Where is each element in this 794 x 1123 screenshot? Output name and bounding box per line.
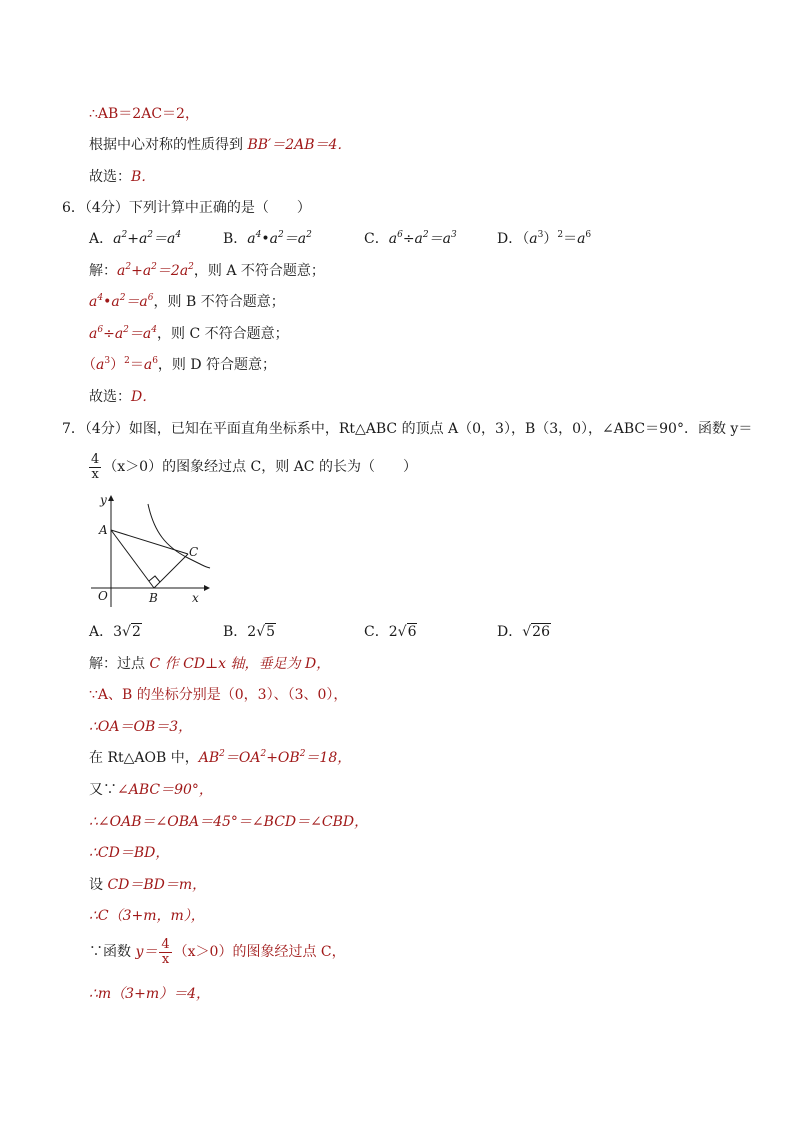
q6-solution-4-tail: ，则 D 符合题意； <box>157 357 277 373</box>
q7-solution-2: ∵A、B 的坐标分别是（0，3）、（3、0）， <box>89 687 348 703</box>
q6-solution-2-tail: ，则 B 不符合题意； <box>153 294 285 310</box>
q7-option-b: B．2√5 <box>223 624 276 640</box>
prev-line-2 <box>89 135 351 155</box>
label-o: O <box>98 589 108 603</box>
q6-solution-4: $(a^3)^2=a^6$，则 D 符合题意； <box>82 356 277 373</box>
q7-solution-8 <box>89 875 206 895</box>
q7-option-a-coef: 3 <box>113 624 123 640</box>
q6-solution-label: 解： <box>89 263 117 279</box>
q6-solution-3-tail: ，则 C 不符合题意； <box>157 326 289 342</box>
label-y: y <box>100 493 107 507</box>
q6-option-b <box>223 229 312 249</box>
q6-solution-1-tail: ，则 A 不符合题意； <box>193 263 325 279</box>
q7-solution-7: ∴CD＝BD， <box>89 845 170 861</box>
q7-solution-5-label: 又∵ <box>89 782 117 798</box>
q6-solution-2: $a^4•a^2=a^6$，则 B 不符合题意； <box>89 293 285 310</box>
q7-option-c: C．2√6 <box>364 624 417 640</box>
q7-solution-11: ∴m（3+m）＝4， <box>89 986 211 1002</box>
q6-option-b-formula: $a^4•a^2=a^2$ <box>247 230 312 247</box>
side-ac <box>111 530 188 554</box>
prev-line-2-formula: BB′＝2AB＝4． <box>247 137 352 153</box>
q6-option-a <box>89 229 181 249</box>
q7-solution-9: ∴C（3+m，m）， <box>89 908 205 924</box>
q6-solution-1: 解：$a^2+a^2=2a^2$，则 A 不符合题意； <box>89 262 325 279</box>
prev-line-1: ∴AB＝2AC＝2， <box>89 106 199 122</box>
q7-stem-2-text: （x＞0）的图象经过点 C，则 AC 的长为（ ） <box>103 459 417 475</box>
prev-answer-label: 故选： <box>89 169 131 185</box>
q7-solution-fraction-num: 4 <box>161 936 170 952</box>
q6-stem: 6．（4分）下列计算中正确的是（ ） <box>62 200 311 216</box>
q7-solution-4-label: 在 Rt△AOB 中， <box>89 750 199 766</box>
right-angle-mark <box>149 576 160 582</box>
q7-option-c-label: C． <box>364 624 389 640</box>
y-axis-arrow <box>108 495 114 501</box>
q7-option-b-coef: 2 <box>247 624 257 640</box>
prev-answer-value: B． <box>131 169 156 185</box>
q7-stem-fraction <box>89 453 101 482</box>
q7-solution-10-label: ∵函数 <box>89 944 136 960</box>
x-axis-arrow <box>204 585 210 591</box>
q7-solution-1-text: C 作 CD⊥x 轴，垂足为 D， <box>149 656 331 672</box>
q7-solution-fraction-den: x <box>161 951 170 967</box>
q7-solution-10-text: （x＞0）的图象经过点 C， <box>173 944 346 960</box>
label-b: B <box>149 591 158 605</box>
q7-option-d-label: D． <box>497 624 523 640</box>
label-c: C <box>189 545 199 559</box>
q6-option-d-formula: $(a^3)^2=a^6$ <box>522 230 592 247</box>
q7-option-d: D．√26 <box>497 624 550 640</box>
side-bc <box>154 554 188 588</box>
q6-option-c-formula: $a^6\div a^2=a^3$ <box>388 230 457 247</box>
q7-solution-4-formula: $AB^2=OA^2+OB^2=18$， <box>198 749 352 766</box>
q6-option-a-formula: $a^2+a^2=a^4$ <box>113 230 182 247</box>
q7-fraction-denominator: x <box>91 466 99 482</box>
prev-answer <box>89 167 155 187</box>
q6-option-c-label: C． <box>364 231 389 247</box>
q7-solution-8-label: 设 <box>89 877 108 893</box>
label-x: x <box>192 591 199 605</box>
q7-solution-10 <box>89 936 346 968</box>
q7-solution-1 <box>89 654 330 674</box>
triangle-abc <box>111 530 188 588</box>
q7-option-a: A．3√2 <box>89 624 141 640</box>
q7-option-c-coef: 2 <box>388 624 398 640</box>
q7-option-c-radicand: 6 <box>407 624 417 640</box>
q6-option-d-label: D． <box>497 231 523 247</box>
q7-solution-10-y: y＝ <box>135 944 158 960</box>
q7-solution-6: ∴∠OAB＝∠OBA＝45°＝∠BCD＝∠CBD， <box>89 814 369 830</box>
q7-option-d-radicand: 26 <box>532 624 550 640</box>
q7-option-b-label: B． <box>223 624 248 640</box>
q7-solution-1-label: 解：过点 <box>89 656 150 672</box>
prev-line-2-text: 根据中心对称的性质得到 <box>89 137 248 153</box>
q7-solution-5 <box>89 780 213 800</box>
q7-solution-3: ∴OA＝OB＝3， <box>89 719 193 735</box>
q6-answer-label: 故选： <box>89 389 131 405</box>
q7-solution-fraction <box>159 938 171 967</box>
q7-option-a-radicand: 2 <box>131 624 141 640</box>
q7-fraction-numerator: 4 <box>91 451 100 467</box>
q6-solution-3: $a^6\div a^2=a^4$，则 C 不符合题意； <box>89 325 289 342</box>
q7-solution-5-text: ∠ABC＝90°， <box>117 782 213 798</box>
q7-solution-4 <box>89 748 351 768</box>
label-a: A <box>99 523 108 537</box>
q7-option-b-radicand: 5 <box>266 624 276 640</box>
q6-option-b-label: B． <box>223 231 248 247</box>
q7-stem-2 <box>87 452 417 482</box>
q6-option-d <box>497 229 591 249</box>
q7-option-a-label: A． <box>89 624 114 640</box>
q6-answer <box>89 387 156 407</box>
hyperbola-curve <box>148 504 210 568</box>
q7-figure <box>86 492 226 612</box>
q7-solution-8-text: CD＝BD＝m， <box>107 877 207 893</box>
q6-option-a-label: A． <box>89 231 114 247</box>
q7-stem-1: 7．（4分）如图，已知在平面直角坐标系中，Rt△ABC 的顶点 A（0，3），B（3，0），∠ABC＝90°．函数 y＝ <box>62 421 753 437</box>
side-ab <box>111 530 154 588</box>
q6-option-c <box>364 229 457 249</box>
q6-answer-value: D． <box>131 389 157 405</box>
